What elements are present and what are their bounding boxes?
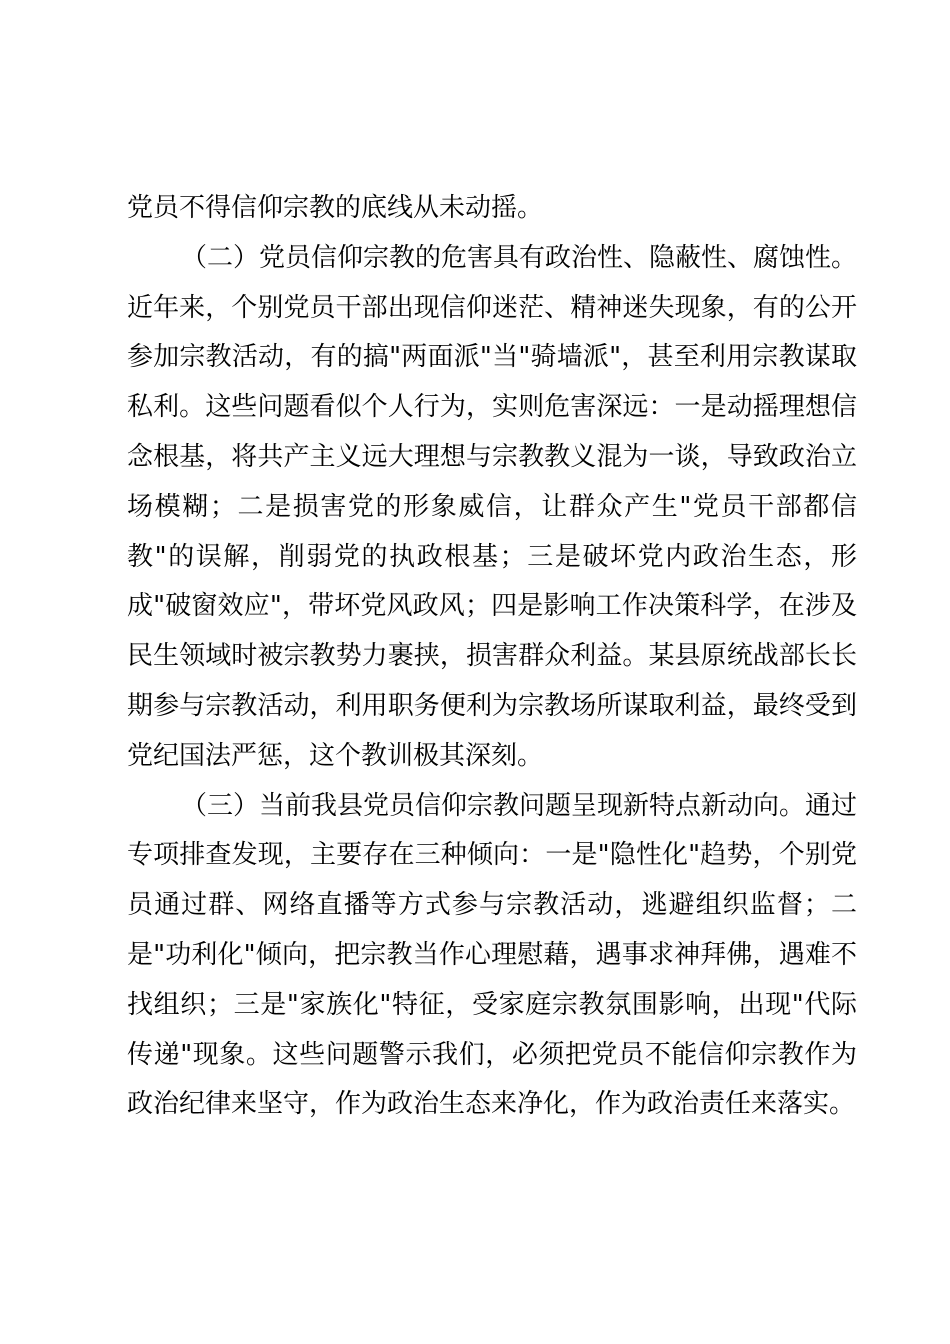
document-body: [127, 184, 857, 1130]
paragraph-section-three: （三）当前我县党员信仰宗教问题呈现新特点新动向。通过专项排查发现，主要存在三种倾向：一是"隐性化"趋势，个别党员通过群、网络直播等方式参与宗教活动，逃避组织监督；二是"功利化"倾向，把宗教当作心理慰藉，遇事求神拜佛，遇难不找组织；三是"家族化"特征，受家庭宗教氛围影响，出现"代际传递"现象。这些问题警示我们，必须把党员不能信仰宗教作为政治纪律来坚守，作为政治生态来净化，作为政治责任来落实。: [127, 790, 858, 1120]
paragraph-continuation: 党员不得信仰宗教的底线从未动摇。: [127, 193, 544, 223]
paragraph-section-two: （二）党员信仰宗教的危害具有政治性、隐蔽性、腐蚀性。近年来，个别党员干部出现信仰迷茫、精神迷失现象，有的公开参加宗教活动，有的搞"两面派"当"骑墙派"，甚至利用宗教谋取私利。这些问题看似个人行为，实则危害深远：一是动摇理想信念根基，将共产主义远大理想与宗教教义混为一谈，导致政治立场模糊；二是损害党的形象威信，让群众产生"党员干部都信教"的误解，削弱党的执政根基；三是破坏党内政治生态，形成"破窗效应"，带坏党风政风；四是影响工作决策科学，在涉及民生领域时被宗教势力裹挟，损害群众利益。某县原统战部长长期参与宗教活动，利用职务便利为宗教场所谋取利益，最终受到党纪国法严惩，这个教训极其深刻。: [127, 242, 858, 771]
